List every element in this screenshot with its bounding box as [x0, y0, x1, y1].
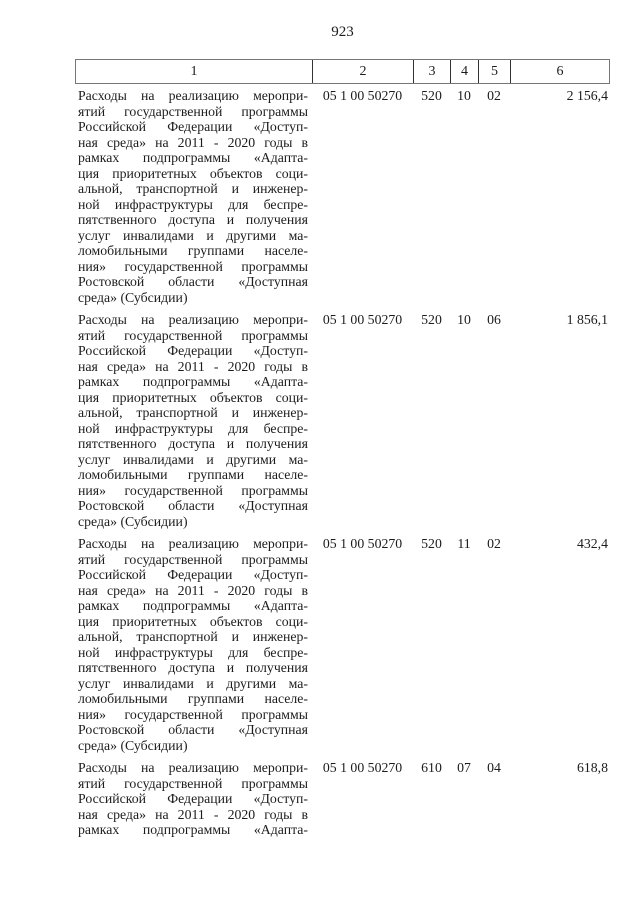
subsection-cell: 04 [487, 760, 501, 775]
expense-name-line: альной, транспортной и инженер- [78, 405, 308, 420]
expense-name-line: ной инфраструктуры для беспре- [78, 644, 308, 660]
header-cell-3: 3 [414, 60, 451, 83]
expense-name-line: ция приоритетных объектов соци- [78, 613, 308, 629]
expense-name-line: ятий государственной программы [78, 551, 308, 567]
expense-name-line: Российской Федерации «Доступ- [78, 343, 308, 358]
program-code-cell: 05 1 00 50270 [322, 88, 403, 103]
expense-name-line: ной инфраструктуры для беспре- [78, 196, 308, 212]
expense-name-line: среда» (Субсидии) [78, 737, 188, 753]
table-body [75, 88, 610, 838]
expense-name-line: ятий государственной программы [78, 327, 308, 343]
expense-name-line: ная среда» на 2011 - 2020 годы в [78, 358, 308, 374]
section-cell: 10 [457, 312, 471, 327]
expense-name-line: услуг инвалидами и другими ма- [78, 675, 308, 691]
expense-name-line: ния» государственной программы [78, 258, 308, 274]
section-cell: 10 [457, 88, 471, 103]
subsection-cell: 02 [487, 88, 501, 103]
expense-name-line: ломобильными группами населе- [78, 243, 308, 258]
table-row [75, 312, 610, 529]
expense-name-line: ятий государственной программы [78, 103, 308, 119]
header-cell-2: 2 [313, 60, 414, 83]
expense-name-line: Ростовской области «Доступная [78, 274, 308, 289]
section-cell: 07 [457, 760, 471, 775]
expense-type-cell: 520 [421, 536, 442, 551]
expense-name-cell [75, 88, 312, 305]
section-cell: 11 [457, 536, 471, 551]
expense-name-line: ния» государственной программы [78, 482, 308, 498]
program-code-cell: 05 1 00 50270 [322, 312, 403, 327]
table-row [75, 88, 610, 305]
expense-type-cell: 520 [421, 312, 442, 327]
table-row [75, 760, 610, 838]
expense-name-line: ция приоритетных объектов соци- [78, 165, 308, 181]
header-cell-1: 1 [76, 60, 313, 83]
expense-name-line: ная среда» на 2011 - 2020 годы в [78, 806, 308, 822]
expense-type-cell: 520 [421, 88, 442, 103]
header-cell-4: 4 [451, 60, 479, 83]
expense-name-line: ция приоритетных объектов соци- [78, 389, 308, 405]
expense-name-cell [75, 760, 312, 838]
program-code-cell: 05 1 00 50270 [322, 536, 403, 551]
expense-name-cell [75, 536, 312, 753]
expense-name-line: Российской Федерации «Доступ- [78, 119, 308, 134]
expense-name-line: альной, транспортной и инженер- [78, 181, 308, 196]
table-row [75, 536, 610, 753]
expense-name-line: рамках подпрограммы «Адапта- [78, 822, 308, 837]
expense-name-line: Российской Федерации «Доступ- [78, 791, 308, 806]
expense-name-line: Российской Федерации «Доступ- [78, 567, 308, 582]
expense-name-line: Расходы на реализацию меропри- [78, 312, 308, 327]
expense-name-line: альной, транспортной и инженер- [78, 629, 308, 644]
expense-name-line: услуг инвалидами и другими ма- [78, 227, 308, 243]
amount-cell: 432,4 [576, 536, 608, 551]
expense-name-line: ная среда» на 2011 - 2020 годы в [78, 582, 308, 598]
header-cell-6: 6 [556, 63, 564, 79]
expense-name-line: пятственного доступа и получения [78, 660, 308, 675]
expense-name-line: ной инфраструктуры для беспре- [78, 420, 308, 436]
expense-name-line: Расходы на реализацию меропри- [78, 536, 308, 551]
expense-name-line: Расходы на реализацию меропри- [78, 88, 308, 103]
expense-name-line: среда» (Субсидии) [78, 513, 188, 529]
amount-cell: 618,8 [576, 760, 608, 775]
expense-name-line: ния» государственной программы [78, 706, 308, 722]
budget-table [75, 59, 610, 838]
expense-name-line: ломобильными группами населе- [78, 691, 308, 706]
header-cell-5: 5 [479, 60, 511, 83]
subsection-cell: 06 [487, 312, 501, 327]
expense-name-line: среда» (Субсидии) [78, 289, 188, 305]
expense-name-line: Ростовской области «Доступная [78, 722, 308, 737]
expense-name-cell [75, 312, 312, 529]
amount-cell: 1 856,1 [566, 312, 608, 327]
subsection-cell: 02 [487, 536, 501, 551]
expense-name-line: рамках подпрограммы «Адапта- [78, 598, 308, 613]
expense-name-line: рамках подпрограммы «Адапта- [78, 150, 308, 165]
table-header-row [75, 59, 610, 84]
amount-cell: 2 156,4 [566, 88, 608, 103]
expense-name-line: Расходы на реализацию меропри- [78, 760, 308, 775]
expense-name-line: рамках подпрограммы «Адапта- [78, 374, 308, 389]
expense-type-cell: 610 [421, 760, 442, 775]
page-number: 923 [331, 24, 354, 40]
expense-name-line: пятственного доступа и получения [78, 212, 308, 227]
expense-name-line: услуг инвалидами и другими ма- [78, 451, 308, 467]
program-code-cell: 05 1 00 50270 [322, 760, 403, 775]
expense-name-line: ная среда» на 2011 - 2020 годы в [78, 134, 308, 150]
expense-name-line: пятственного доступа и получения [78, 436, 308, 451]
expense-name-line: Ростовской области «Доступная [78, 498, 308, 513]
expense-name-line: ломобильными группами населе- [78, 467, 308, 482]
expense-name-line: ятий государственной программы [78, 775, 308, 791]
